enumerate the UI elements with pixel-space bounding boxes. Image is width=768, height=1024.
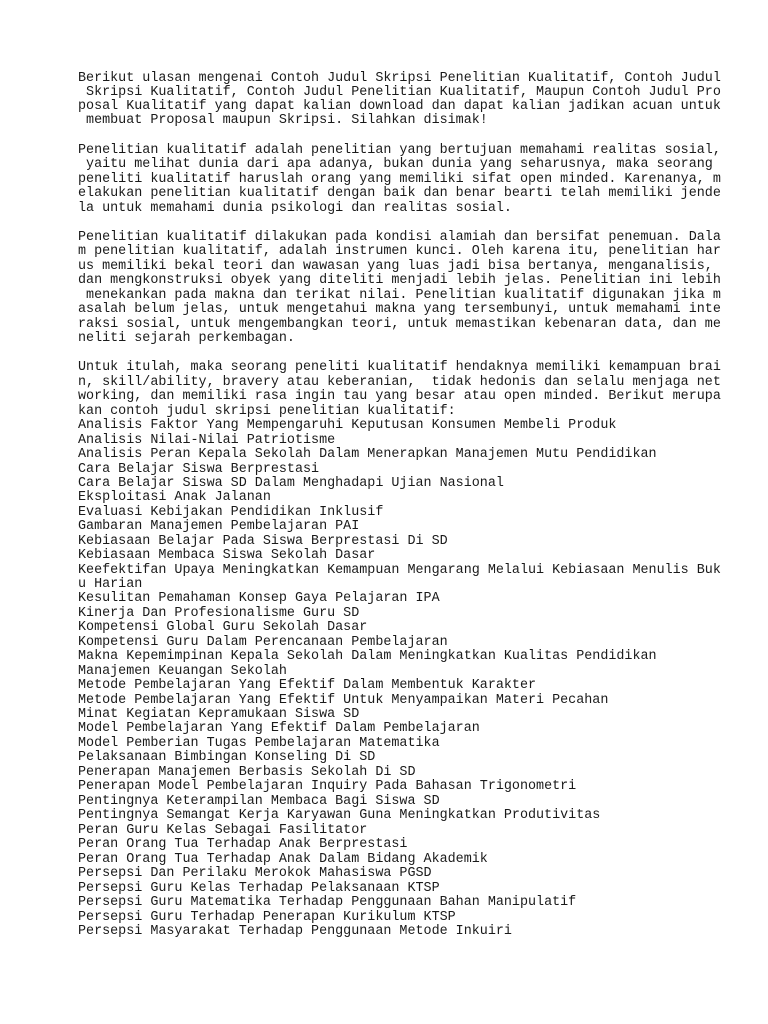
list-item: Penerapan Manajemen Berbasis Sekolah Di SD [78, 765, 416, 780]
list-item: Makna Kepemimpinan Kepala Sekolah Dalam Meningkatkan Kualitas Pendidikan [78, 649, 657, 664]
list-item: Kebiasaan Membaca Siswa Sekolah Dasar [78, 548, 376, 563]
list-item: Kesulitan Pemahaman Konsep Gaya Pelajaran IPA [78, 591, 440, 606]
text-line: m penelitian kualitatif, adalah instrumen kunci. Oleh karena itu, penelitian har [78, 244, 721, 259]
text-line: dan mengkonstruksi obyek yang diteliti menjadi lebih jelas. Penelitian ini lebih [78, 273, 721, 288]
list-item: Kinerja Dan Profesionalisme Guru SD [78, 606, 360, 621]
text-line: posal Kualitatif yang dapat kalian download dan dapat kalian jadikan acuan untuk [78, 99, 721, 114]
text-line: peneliti kualitatif haruslah orang yang memiliki sifat open minded. Karenanya, m [78, 172, 721, 187]
list-item: Analisis Nilai-Nilai Patriotisme [78, 433, 336, 448]
text-line: kan contoh judul skripsi penelitian kualitatif: [78, 404, 456, 419]
text-line: asalah belum jelas, untuk mengetahui makna yang tersembunyi, untuk memahami inte [78, 302, 721, 317]
text-line: la untuk memahami dunia psikologi dan realitas sosial. [78, 201, 512, 216]
list-item: Metode Pembelajaran Yang Efektif Untuk Menyampaikan Materi Pecahan [78, 693, 609, 708]
list-item: Manajemen Keuangan Sekolah [78, 664, 287, 679]
list-item: Analisis Faktor Yang Mempengaruhi Keputusan Konsumen Membeli Produk [78, 418, 617, 433]
list-item: Minat Kegiatan Kepramukaan Siswa SD [78, 707, 360, 722]
list-item: Eksploitasi Anak Jalanan [78, 490, 271, 505]
text-line: Penelitian kualitatif adalah penelitian yang bertujuan memahami realitas sosial, [78, 143, 721, 158]
list-item: Model Pemberian Tugas Pembelajaran Matematika [78, 736, 440, 751]
list-item: Kebiasaan Belajar Pada Siswa Berprestasi Di SD [78, 534, 448, 549]
list-item: Persepsi Guru Matematika Terhadap Penggunaan Bahan Manipulatif [78, 895, 577, 910]
text-line: yaitu melihat dunia dari apa adanya, bukan dunia yang seharusnya, maka seorang [78, 157, 713, 172]
list-item: Keefektifan Upaya Meningkatkan Kemampuan Mengarang Melalui Kebiasaan Menulis Buk [78, 563, 721, 578]
list-item: Analisis Peran Kepala Sekolah Dalam Menerapkan Manajemen Mutu Pendidikan [78, 447, 657, 462]
list-item: Kompetensi Global Guru Sekolah Dasar [78, 620, 368, 635]
list-item: Gambaran Manajemen Pembelajaran PAI [78, 519, 360, 534]
list-item: Pentingnya Keterampilan Membaca Bagi Siswa SD [78, 794, 440, 809]
list-item: Cara Belajar Siswa Berprestasi [78, 462, 320, 477]
list-item: Model Pembelajaran Yang Efektif Dalam Pembelajaran [78, 721, 480, 736]
text-line: Berikut ulasan mengenai Contoh Judul Skripsi Penelitian Kualitatif, Contoh Judul [78, 71, 721, 86]
list-item: Peran Guru Kelas Sebagai Fasilitator [78, 823, 368, 838]
text-line: menekankan pada makna dan terikat nilai. Penelitian kualitatif digunakan jika m [78, 288, 721, 303]
list-item: Peran Orang Tua Terhadap Anak Berprestasi [78, 837, 408, 852]
list-item: Cara Belajar Siswa SD Dalam Menghadapi Ujian Nasional [78, 476, 504, 491]
text-line: Skripsi Kualitatif, Contoh Judul Penelitian Kualitatif, Maupun Contoh Judul Pro [78, 85, 721, 100]
list-item: Peran Orang Tua Terhadap Anak Dalam Bidang Akademik [78, 852, 488, 867]
list-item: Persepsi Guru Kelas Terhadap Pelaksanaan KTSP [78, 881, 440, 896]
list-item: Kompetensi Guru Dalam Perencanaan Pembelajaran [78, 635, 448, 650]
text-line: n, skill/ability, bravery atau keberanian, tidak hedonis dan selalu menjaga net [78, 375, 721, 390]
list-item: Persepsi Masyarakat Terhadap Penggunaan Metode Inkuiri [78, 924, 512, 939]
list-item: u Harian [78, 577, 143, 592]
list-item: Penerapan Model Pembelajaran Inquiry Pada Bahasan Trigonometri [78, 779, 577, 794]
text-line: us memiliki bekal teori dan wawasan yang luas jadi bisa bertanya, menganalisis, [78, 259, 713, 274]
list-item: Persepsi Dan Perilaku Merokok Mahasiswa PGSD [78, 866, 432, 881]
text-line: neliti sejarah perkembagan. [78, 331, 295, 346]
text-line: elakukan penelitian kualitatif dengan baik dan benar bearti telah memiliki jende [78, 186, 721, 201]
list-item: Pentingnya Semangat Kerja Karyawan Guna Meningkatkan Produtivitas [78, 808, 601, 823]
text-line: membuat Proposal maupun Skripsi. Silahkan disimak! [78, 113, 488, 128]
list-item: Metode Pembelajaran Yang Efektif Dalam Membentuk Karakter [78, 678, 537, 693]
list-item: Evaluasi Kebijakan Pendidikan Inklusif [78, 505, 384, 520]
text-line: raksi sosial, untuk mengembangkan teori, untuk memastikan kebenaran data, dan me [78, 317, 721, 332]
text-line: working, dan memiliki rasa ingin tau yang besar atau open minded. Berikut merupa [78, 389, 721, 404]
text-line: Untuk itulah, maka seorang peneliti kualitatif hendaknya memiliki kemampuan brai [78, 360, 721, 375]
text-line: Penelitian kualitatif dilakukan pada kondisi alamiah dan bersifat penemuan. Dala [78, 230, 721, 245]
list-item: Persepsi Guru Terhadap Penerapan Kurikulum KTSP [78, 910, 456, 925]
list-item: Pelaksanaan Bimbingan Konseling Di SD [78, 750, 376, 765]
